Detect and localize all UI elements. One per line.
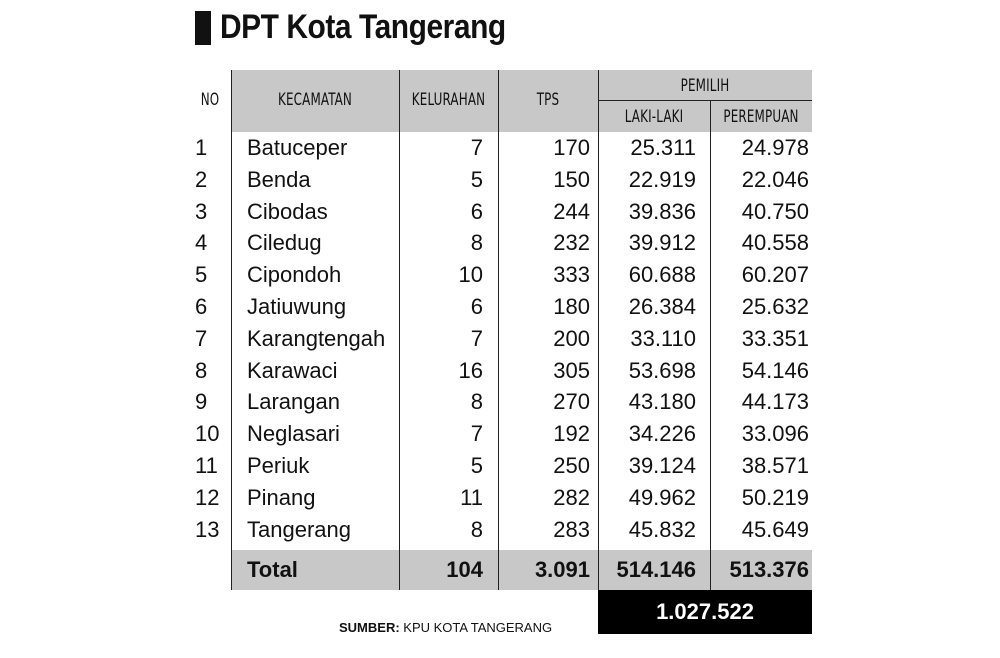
row-perempuan: 50.219 — [741, 484, 809, 510]
row-kelurahan: 8 — [470, 516, 483, 542]
row-laki-laki: 33.110 — [630, 325, 696, 351]
source-note — [339, 620, 552, 635]
header-kecamatan: KECAMATAN — [277, 90, 353, 110]
row-kelurahan: 7 — [470, 135, 483, 160]
row-tps: 150 — [553, 166, 590, 192]
header-kelurahan: KELURAHAN — [411, 90, 486, 110]
row-kelurahan: 5 — [470, 166, 483, 192]
row-perempuan: 33.351 — [741, 325, 809, 351]
row-kelurahan: 16 — [458, 357, 483, 383]
total-kelurahan: 104 — [446, 557, 483, 582]
row-kecamatan: Cibodas — [247, 198, 328, 224]
row-kecamatan: Batuceper — [247, 135, 348, 160]
row-perempuan: 44.173 — [741, 389, 809, 415]
row-kecamatan: Benda — [247, 166, 311, 192]
row-no: 12 — [195, 484, 220, 510]
row-perempuan: 38.571 — [741, 453, 809, 478]
row-tps: 333 — [553, 262, 590, 288]
row-laki-laki: 34.226 — [628, 421, 696, 447]
source-text: KPU KOTA TANGERANG — [403, 620, 553, 635]
row-laki-laki: 26.384 — [628, 294, 696, 319]
row-kelurahan: 10 — [458, 262, 483, 288]
row-perempuan: 45.649 — [741, 516, 809, 542]
row-kelurahan: 8 — [470, 230, 483, 256]
row-no: 10 — [195, 421, 220, 447]
row-laki-laki: 39.124 — [628, 453, 696, 478]
row-perempuan: 40.558 — [741, 230, 809, 256]
header-no: NO — [200, 90, 220, 110]
row-perempuan: 33.096 — [741, 421, 809, 447]
row-no: 13 — [195, 516, 220, 542]
header-tps: TPS — [536, 90, 560, 110]
header-laki-laki: LAKI-LAKI — [624, 107, 684, 127]
row-perempuan: 60.207 — [741, 262, 809, 288]
column-divider — [231, 70, 232, 590]
row-no: 9 — [195, 389, 208, 415]
source-label: SUMBER: — [339, 620, 400, 635]
row-laki-laki: 53.698 — [628, 357, 696, 383]
row-laki-laki: 45.832 — [628, 516, 696, 542]
row-no: 11 — [195, 453, 218, 478]
row-tps: 200 — [553, 325, 590, 351]
row-perempuan: 22.046 — [741, 166, 809, 192]
row-kecamatan: Jatiuwung — [247, 294, 347, 319]
row-no: 4 — [195, 230, 208, 256]
row-tps: 170 — [553, 135, 590, 160]
row-tps: 282 — [553, 484, 590, 510]
row-perempuan: 40.750 — [741, 198, 809, 224]
row-laki-laki: 60.688 — [628, 262, 696, 288]
row-kecamatan: Larangan — [247, 389, 340, 415]
grand-total — [598, 590, 812, 634]
row-tps: 305 — [553, 357, 590, 383]
row-tps: 250 — [553, 453, 590, 478]
header-perempuan: PEREMPUAN — [723, 107, 799, 127]
row-kelurahan: 6 — [470, 198, 483, 224]
row-no: 3 — [195, 198, 208, 224]
row-laki-laki: 25.311 — [630, 135, 696, 160]
row-no: 5 — [195, 262, 208, 288]
row-kecamatan: Cipondoh — [247, 262, 342, 288]
row-kecamatan: Periuk — [247, 453, 310, 478]
row-kecamatan: Tangerang — [247, 516, 351, 542]
row-laki-laki: 39.912 — [628, 230, 696, 256]
row-kecamatan: Neglasari — [247, 421, 340, 447]
grand-total-value: 1.027.522 — [656, 599, 754, 624]
row-no: 7 — [195, 325, 208, 351]
row-tps: 270 — [553, 389, 590, 415]
row-kecamatan: Karangtengah — [247, 325, 386, 351]
row-kelurahan: 5 — [470, 453, 483, 478]
total-perempuan: 513.376 — [729, 557, 809, 582]
row-laki-laki: 22.919 — [628, 166, 696, 192]
row-tps: 283 — [553, 516, 590, 542]
row-laki-laki: 43.180 — [628, 389, 696, 415]
row-kelurahan: 11 — [460, 484, 483, 510]
row-tps: 180 — [553, 294, 590, 319]
row-no: 1 — [195, 135, 208, 160]
row-no: 2 — [195, 166, 208, 192]
row-perempuan: 24.978 — [741, 135, 809, 160]
row-kelurahan: 8 — [470, 389, 483, 415]
row-kecamatan: Ciledug — [247, 230, 322, 256]
row-tps: 244 — [553, 198, 590, 224]
row-kelurahan: 6 — [470, 294, 483, 319]
total-label: Total — [247, 557, 298, 582]
row-tps: 232 — [553, 230, 590, 256]
row-kelurahan: 7 — [470, 325, 483, 351]
row-kelurahan: 7 — [470, 421, 483, 447]
row-kecamatan: Pinang — [247, 484, 316, 510]
row-no: 6 — [195, 294, 208, 319]
total-tps: 3.091 — [534, 557, 590, 582]
row-perempuan: 25.632 — [741, 294, 809, 319]
row-tps: 192 — [553, 421, 590, 447]
row-laki-laki: 39.836 — [628, 198, 696, 224]
row-perempuan: 54.146 — [741, 357, 809, 383]
header-pemilih: PEMILIH — [680, 76, 730, 96]
total-laki-laki: 514.146 — [616, 557, 696, 582]
row-laki-laki: 49.962 — [628, 484, 696, 510]
page-title: DPT Kota Tangerang — [220, 8, 506, 46]
row-no: 8 — [195, 357, 208, 383]
row-kecamatan: Karawaci — [247, 357, 338, 383]
pemilih-divider — [598, 100, 812, 101]
